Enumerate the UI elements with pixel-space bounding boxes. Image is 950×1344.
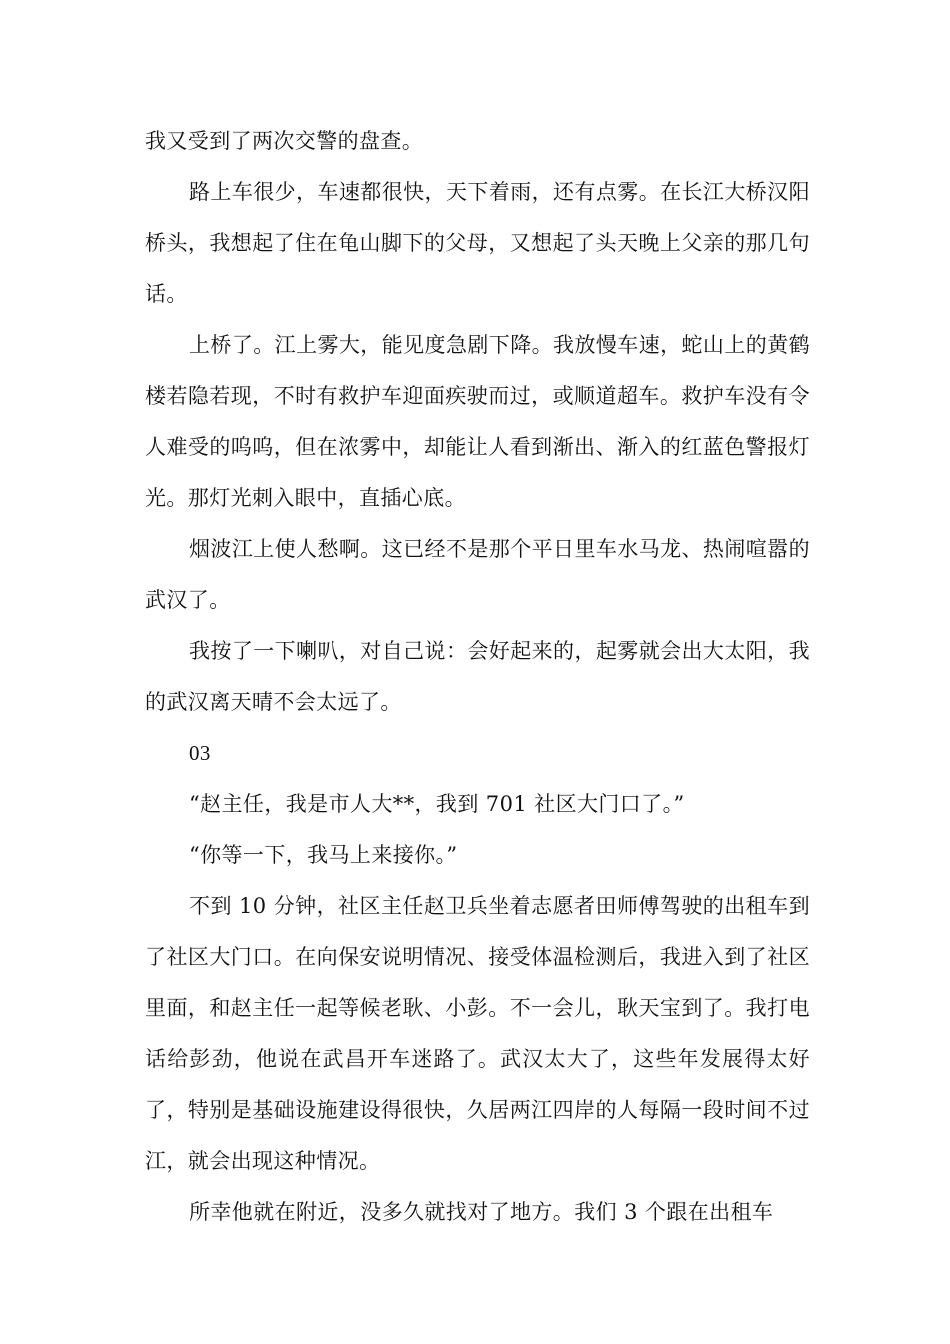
paragraph-6: 不到 10 分钟，社区主任赵卫兵坐着志愿者田师傅驾驶的出租车到了社区大门口。在向保安说明情况、接受体温检测后，我进入到了社区里面，和赵主任一起等候老耿、小彭。不一会儿，耿天宝到了。我打电话给彭劲，他说在武昌开车迷路了。武汉太大了，这些年发展得太好了，特别是基础设施建设得很快，久居两江四岸的人每隔一段时间不过江，就会出现这种情况。 bbox=[145, 894, 810, 1173]
paragraph-5: 我按了一下喇叭，对自己说：会好起来的，起雾就会出大太阳，我的武汉离天晴不会太远了。 bbox=[145, 639, 810, 714]
dialogue-2: “你等一下，我马上来接你。” bbox=[189, 843, 458, 867]
body-text bbox=[145, 116, 810, 1238]
dialogue-1: “赵主任，我是市人大**，我到 701 社区大门口了。” bbox=[189, 792, 685, 816]
paragraph-1: 我又受到了两次交警的盘查。 bbox=[145, 129, 424, 153]
paragraph-7: 所幸他就在附近，没多久就找对了地方。我们 3 个跟在出租车 bbox=[189, 1200, 774, 1224]
paragraph-2: 路上车很少，车速都很快，天下着雨，还有点雾。在长江大桥汉阳桥头，我想起了住在龟山脚下的父母，又想起了头天晚上父亲的那几句话。 bbox=[145, 180, 810, 306]
section-number: 03 bbox=[189, 741, 211, 765]
paragraph-4: 烟波江上使人愁啊。这已经不是那个平日里车水马龙、热闹喧嚣的武汉了。 bbox=[145, 537, 810, 612]
paragraph-3: 上桥了。江上雾大，能见度急剧下降。我放慢车速，蛇山上的黄鹤楼若隐若现，不时有救护车迎面疾驶而过，或顺道超车。救护车没有令人难受的呜呜，但在浓雾中，却能让人看到渐出、渐入的红蓝色警报灯光。那灯光刺入眼中，直插心底。 bbox=[145, 333, 810, 510]
